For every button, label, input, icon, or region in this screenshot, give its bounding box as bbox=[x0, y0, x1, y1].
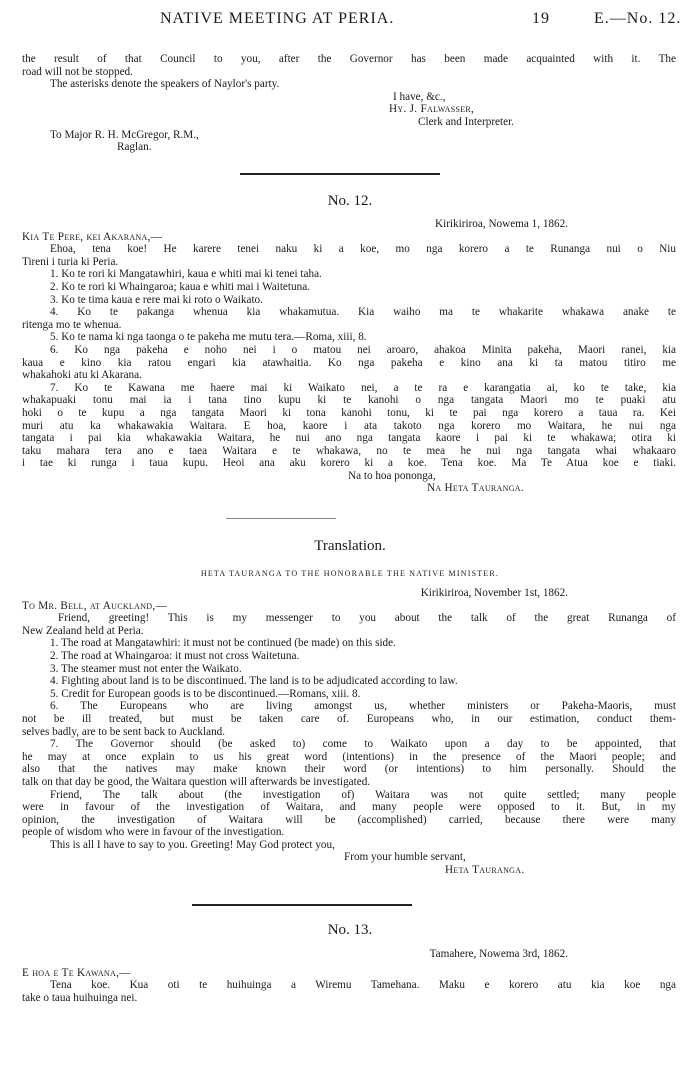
list-item: 6. The Europeans who are living amongst us, whether ministers or Pakeha-Maoris, must bbox=[50, 700, 676, 713]
document-number: E.—No. 12. bbox=[594, 10, 682, 27]
addressee-line: To Major R. H. McGregor, R.M., bbox=[50, 128, 199, 141]
paragraph-line: New Zealand held at Peria. bbox=[22, 624, 144, 637]
salutation: Kia Te Pere, kei Akarana,— bbox=[22, 230, 163, 243]
list-item: 3. The steamer must not enter the Waikato. bbox=[50, 662, 242, 675]
section-rule bbox=[192, 904, 412, 906]
place-date: Kirikiriroa, Nowema 1, 1862. bbox=[435, 218, 568, 230]
salutation: E hoa e Te Kawana,— bbox=[22, 966, 131, 979]
top-section bbox=[22, 53, 676, 154]
no13-section bbox=[22, 948, 676, 1004]
addressee-line: Raglan. bbox=[117, 141, 152, 154]
place-date: Kirikiriroa, November 1st, 1862. bbox=[420, 587, 568, 599]
list-item: 4. Fighting about land is to be discontinued. The land is to be adjudicated according to law. bbox=[50, 675, 458, 688]
paragraph-line: Tena koe. Kua oti te huihuinga a Wiremu Tamehana. Maku e korero atu kia koe nga bbox=[50, 979, 676, 992]
list-item: 1. Ko te rori ki Mangatawhiri, kaua e whiti mai ki tenei taha. bbox=[50, 268, 322, 281]
signature: Hy. J. Falwasser, bbox=[389, 103, 475, 116]
signature: Heta Tauranga. bbox=[445, 864, 525, 877]
list-item: 2. The road at Whaingaroa: it must not cross Waitetuna. bbox=[50, 649, 300, 662]
paragraph-line: road will not be stopped. bbox=[22, 65, 133, 78]
paragraph-line: take o taua huihuinga nei. bbox=[22, 991, 138, 1004]
paragraph-line: selves badly, are to be sent back to Auckland. bbox=[22, 725, 226, 738]
paragraph-line: i tae ki runga i taua kupu. Heoi ana aku korero ki a koe. Tena koe. Ma Te Atua koe e tiaki. bbox=[22, 457, 676, 470]
signature: Na Heta Tauranga. bbox=[427, 482, 524, 495]
paragraph-line: he may at once explain to us his great word (intentions) in the presence of the Maori people; and bbox=[22, 750, 676, 763]
salutation: To Mr. Bell, at Auckland,— bbox=[22, 599, 167, 612]
paragraph-line: ritenga mo te whenua. bbox=[22, 318, 122, 331]
place-date: Tamahere, Nowema 3rd, 1862. bbox=[429, 948, 568, 960]
list-item: 4. Ko te pakanga whenua kia whakamutua. Kia waiho ma te whakarite whakawa anake te bbox=[50, 306, 676, 319]
section-heading-no12: No. 12. bbox=[327, 193, 373, 209]
closing-line: I have, &c., bbox=[393, 90, 446, 103]
paragraph-line: opinion, the investigation of Waitara will be (accomplished) carried, because there were many bbox=[22, 813, 676, 826]
paragraph-line: Ehoa, tena koe! He karere tenei naku ki a koe, mo nga korero a te Runanga nui o Niu bbox=[50, 243, 676, 256]
closing-line: Na to hoa pononga, bbox=[348, 469, 436, 482]
paragraph-line: the result of that Council to you, after the Governor has been made acquainted with it. The bbox=[22, 53, 676, 65]
list-item: 7. The Governor should (be asked to) come to Waikato upon a day to be appointed, that bbox=[50, 738, 676, 751]
paragraph-line: whakahoki atu ki Akarana. bbox=[22, 369, 142, 382]
paragraph-line: also that the natives may make known their word (or intentions) to him personally. Should the bbox=[22, 763, 676, 776]
divider bbox=[226, 518, 336, 519]
list-item: 6. Ko nga pakeha e noho nei i o matou nei aroaro, ahakoa Minita pakeha, Maori ranei, kia bbox=[50, 343, 676, 356]
list-item: 7. Ko te Kawana me haere mai ki Waikato nei, a te ra e karangatia ai, ko te take, kia bbox=[50, 381, 676, 394]
paragraph-line: hoki o te kupu a nga tangata Maori ki tona kanohi tonu, ki te pai nga korero a taua ra. Kei bbox=[22, 406, 676, 419]
paragraph-line: Tireni i turia ki Peria. bbox=[22, 255, 119, 268]
paragraph-line: Friend, The talk about (the investigation of) Waitara was not quite settled; many people bbox=[50, 788, 676, 801]
paragraph-line: The asterisks denote the speakers of Naylor's party. bbox=[50, 78, 280, 91]
paragraph-line: tangata i pai kia whakawakia Waitara, he nui ano nga tangata kaore i pai ki te whakawa; otira ki bbox=[22, 432, 676, 445]
signature-title: Clerk and Interpreter. bbox=[418, 115, 514, 128]
translation-section bbox=[22, 587, 676, 877]
paragraph-line: muri atu ka whakawakia Waitara. E hoa, kaore i ata takoto nga korero mo Waitara, he nui nga bbox=[22, 419, 676, 432]
translation-subheading: HETA TAURANGA TO THE HONORABLE THE NATIVE MINISTER. bbox=[200, 569, 500, 578]
page-number: 19 bbox=[532, 10, 550, 27]
section-heading-translation: Translation. bbox=[314, 538, 386, 554]
paragraph-line: not be ill treated, but must be taken care of. Europeans who, in our estimation, conduct them- bbox=[22, 712, 676, 725]
paragraph-line: Friend, greeting! This is my messenger to you about the talk of the great Runanga of bbox=[58, 612, 676, 625]
paragraph-line: whakapuaki tonu mai ia i tana tino kupu ki te kanohi o nga tangata Maori mo te puaki atu bbox=[22, 394, 676, 407]
paragraph-line: were in favour of the investigation of Waitara, and many people were opposed to it. But, in my bbox=[22, 801, 676, 814]
list-item: 3. Ko te tima kaua e rere mai ki roto o Waikato. bbox=[50, 293, 263, 306]
paragraph-line: This is all I have to say to you. Greeting! May God protect you, bbox=[50, 838, 335, 851]
list-item: 1. The road at Mangatawhiri: it must not be continued (be made) on this side. bbox=[50, 637, 396, 650]
paragraph-line: taku mahara tera ano e taea Waitara e te whakawa, no te mea he nui nga tangata whai whakaaro bbox=[22, 444, 676, 457]
paragraph-line: talk on that day be good, the Waitara question will afterwards be investigated. bbox=[22, 775, 371, 788]
paragraph-line: people of wisdom who were in favour of the investigation. bbox=[22, 826, 285, 839]
closing-line: From your humble servant, bbox=[344, 851, 466, 864]
paragraph-line: kaua e kino kia ratou engari kia atawhaitia. Ko nga pakeha e kino ana ki ta matou titiro me bbox=[22, 356, 676, 369]
list-item: 2. Ko te rori ki Whaingaroa; kaua e whiti mai i Waitetuna. bbox=[50, 280, 310, 293]
list-item: 5. Ko te nama ki nga taonga o te pakeha me mutu tera.—Roma, xiii, 8. bbox=[50, 331, 367, 344]
section-heading-no13: No. 13. bbox=[327, 922, 373, 938]
no12-section bbox=[22, 218, 676, 495]
running-header-title: NATIVE MEETING AT PERIA. bbox=[160, 10, 395, 27]
section-rule bbox=[240, 173, 440, 175]
list-item: 5. Credit for European goods is to be discontinued.—Romans, xiii. 8. bbox=[50, 687, 361, 700]
